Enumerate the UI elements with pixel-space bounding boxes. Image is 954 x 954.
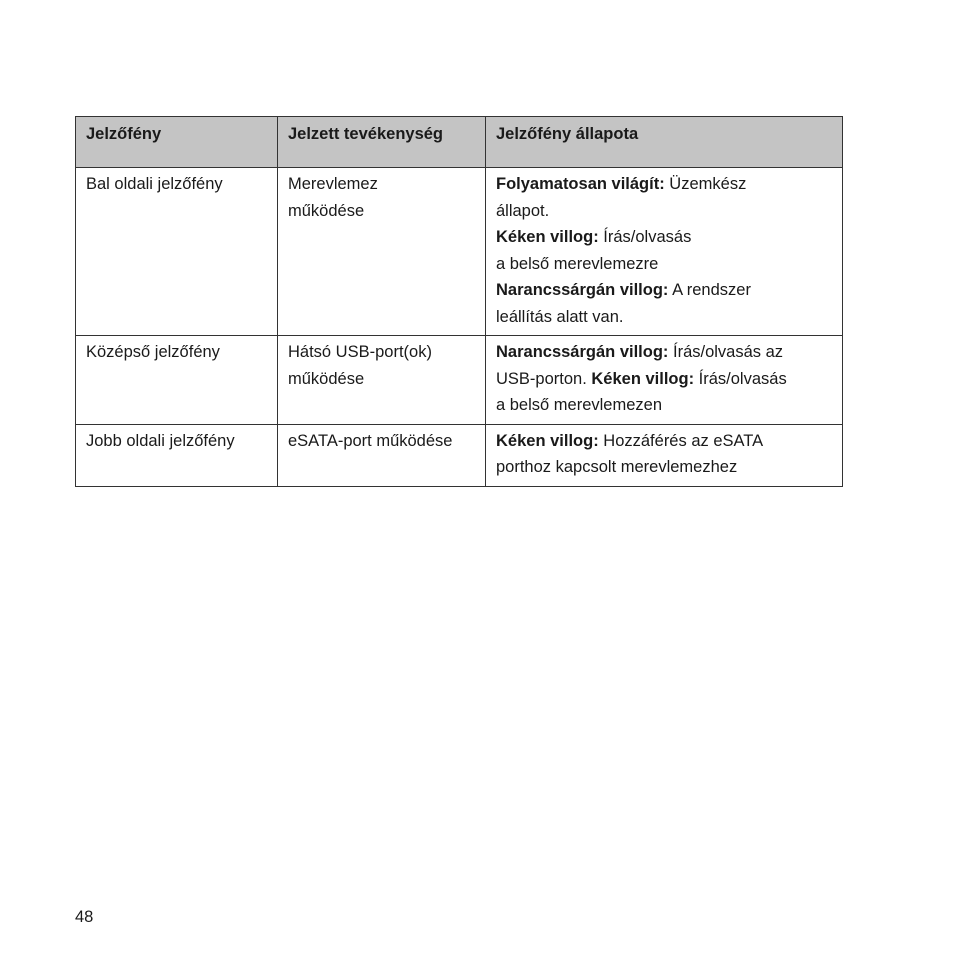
status-text: a belső merevlemezre [496, 254, 659, 273]
status-text: Írás/olvasás [694, 369, 787, 388]
status-text: A rendszer [668, 281, 751, 299]
status-label: Kéken villog: [496, 228, 599, 246]
activity-cell [278, 424, 486, 486]
activity-text: Merevlemez [288, 175, 378, 193]
header-activity: Jelzett tevékenység [278, 117, 486, 168]
led-cell: Bal oldali jelzőfény [76, 168, 278, 336]
table-row [76, 168, 843, 336]
status-text: porthoz kapcsolt merevlemezhez [496, 458, 738, 476]
activity-cell [278, 336, 486, 425]
header-status: Jelzőfény állapota [486, 117, 843, 168]
status-text: Írás/olvasás az [668, 343, 784, 361]
status-text: Üzemkész [664, 175, 747, 193]
page-number: 48 [75, 908, 94, 926]
status-text: Hozzáférés az eSATA [598, 431, 764, 450]
status-label: Kéken villog: [496, 431, 599, 450]
table-row [76, 424, 843, 486]
status-cell [486, 424, 843, 486]
table-header-row [76, 117, 843, 168]
status-text: állapot. [496, 201, 550, 220]
led-cell: Jobb oldali jelzőfény [76, 424, 278, 486]
activity-text: Hátsó USB-port(ok) [288, 343, 432, 361]
activity-text: működése [288, 201, 365, 220]
status-cell [486, 336, 843, 425]
table-row [76, 336, 843, 425]
status-label: Narancssárgán villog: [496, 281, 669, 299]
status-label: Narancssárgán villog: [496, 343, 669, 361]
status-label: Folyamatosan világít: [496, 175, 665, 193]
status-cell [486, 168, 843, 336]
status-label: Kéken villog: [591, 369, 695, 388]
status-text: leállítás alatt van. [496, 307, 624, 326]
status-text: Írás/olvasás [598, 228, 692, 246]
status-text: a belső merevlemezen [496, 396, 662, 414]
activity-cell [278, 168, 486, 336]
header-led: Jelzőfény [76, 117, 278, 168]
status-text: USB-porton. [496, 369, 592, 388]
led-status-table [75, 116, 843, 487]
activity-text: eSATA-port működése [288, 431, 453, 450]
led-cell: Középső jelzőfény [76, 336, 278, 425]
activity-text: működése [288, 369, 365, 388]
